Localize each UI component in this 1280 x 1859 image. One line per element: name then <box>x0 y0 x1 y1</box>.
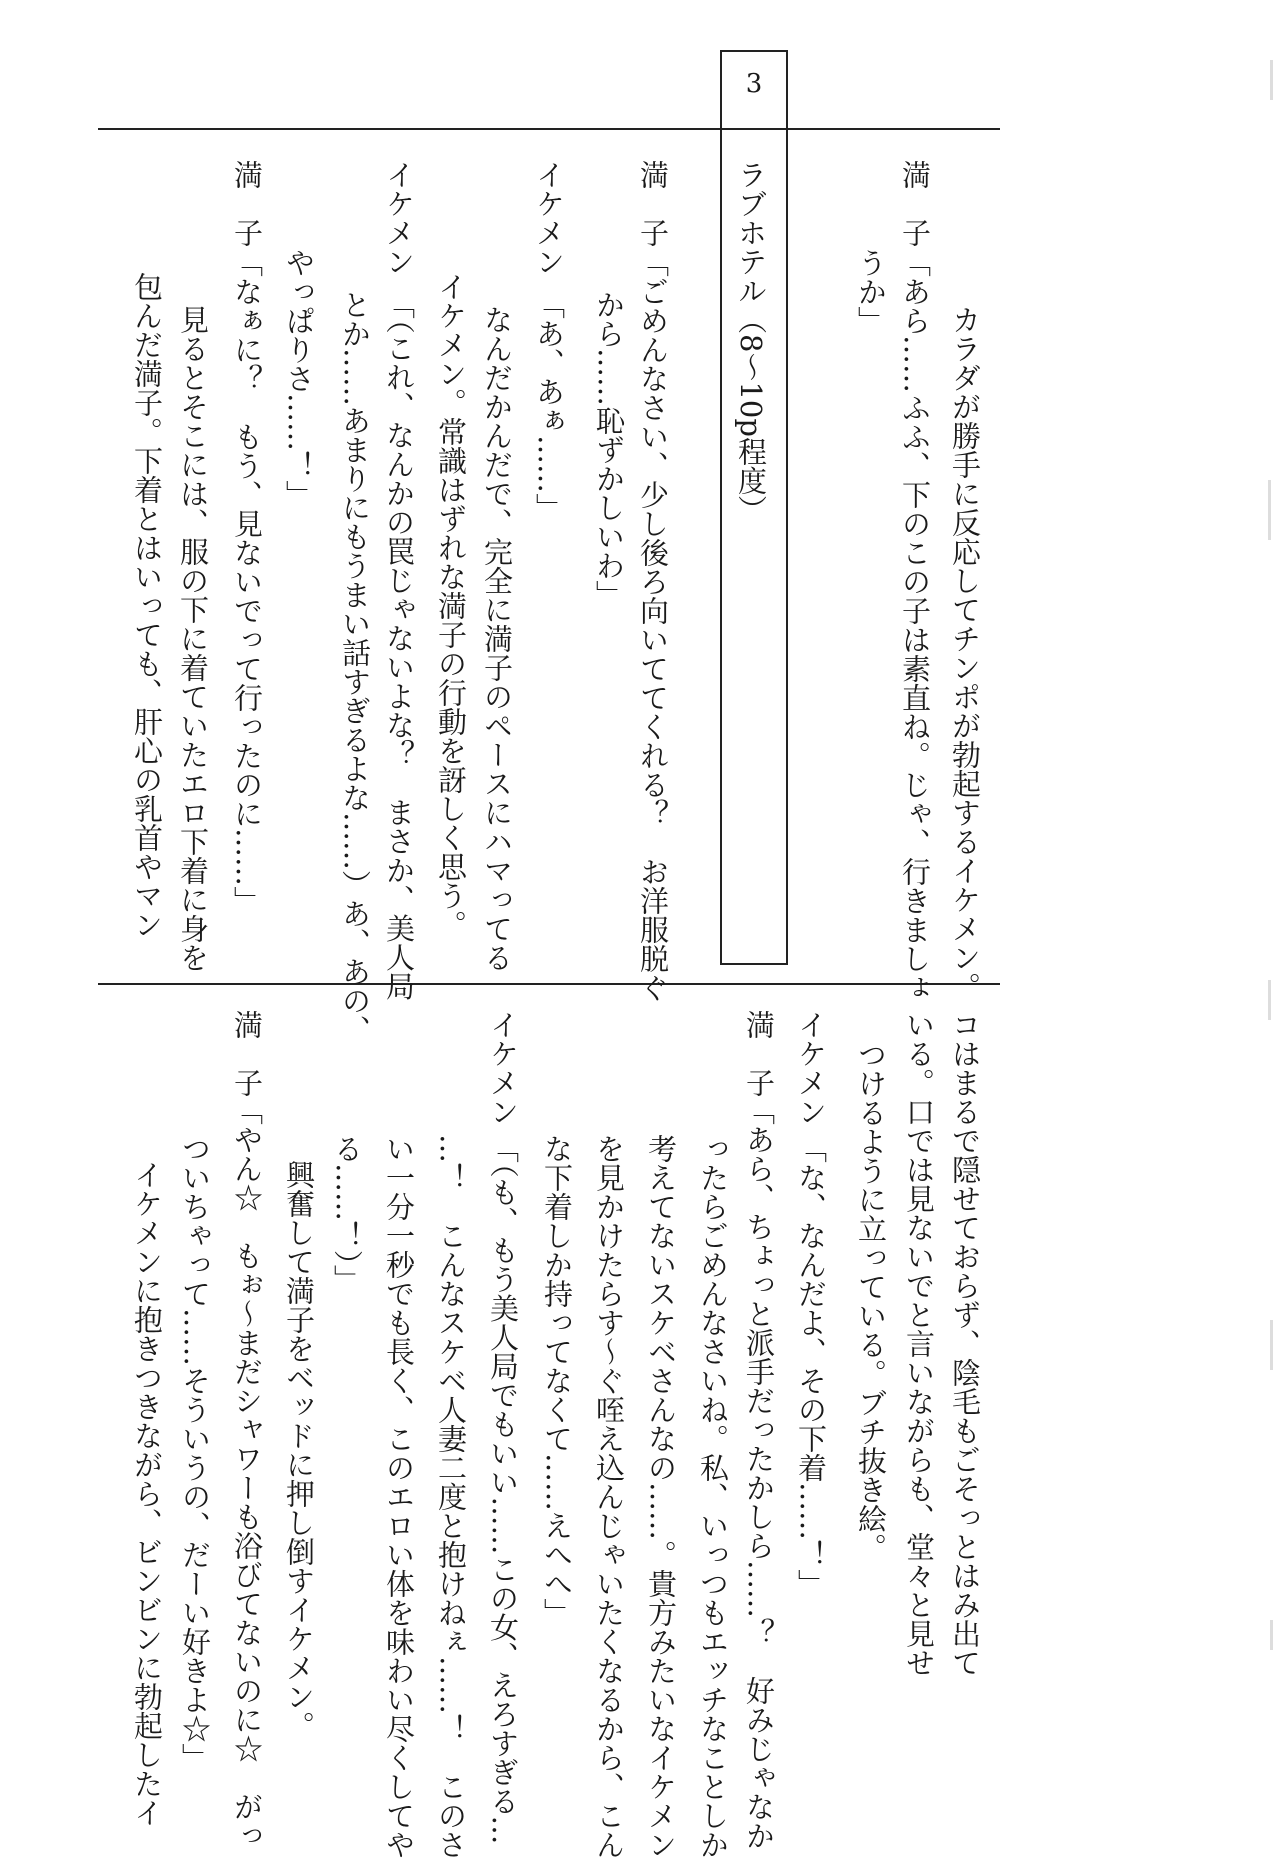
top-divider-line <box>98 128 1000 130</box>
bottom-line-1-text: 「な、なんだよ、その下着……！」 <box>794 1134 828 1598</box>
bottom-line-4-text-a: 「やん☆ もぉ〜まだシャワーも浴びてないのに☆ がっ <box>230 1096 264 1850</box>
top-narration-2b: イケメン。常識はずれな満子の行動を訝しく思う。 <box>434 272 468 939</box>
bottom-line-3-text-c: い一分一秒でも長く、このエロい体を味わい尽くしてや <box>382 1134 416 1859</box>
scan-edge-mark <box>1270 60 1273 100</box>
bottom-line-2-text-c: 考えてないスケベさんなの……。貴方みたいなイケメン <box>644 1134 678 1859</box>
bottom-narration-1b: いる。口では見ないでと言いながらも、堂々と見せ <box>902 1010 936 1677</box>
top-line-4-text-b: とか……あまりにもうまい話すぎるよな……）あ、あの、 <box>338 290 372 1044</box>
bottom-narration-2: 興奮して満子をベッドに押し倒すイケメン。 <box>282 1160 316 1740</box>
top-narration-1: カラダが勝手に反応してチンポが勃起するイケメン。 <box>948 305 982 1001</box>
top-line-3-text: 「あ、あぁ……」 <box>532 290 566 522</box>
bottom-line-4-speaker: 満 子 <box>230 1010 264 1097</box>
bottom-narration-1a: コはまるで隠せておらず、陰毛もごそっとはみ出て <box>948 1010 982 1677</box>
bottom-line-2-text-e: な下着しか持ってなくて……えへへ」 <box>540 1134 574 1627</box>
top-line-3-speaker: イケメン <box>532 160 566 276</box>
bottom-line-3-text-b: …！ こんなスケベ人妻二度と抱けねぇ……！ このさ <box>434 1134 468 1859</box>
bottom-divider-line <box>98 983 1000 985</box>
bottom-line-3-speaker: イケメン <box>486 1010 520 1126</box>
bottom-line-4-text-b: ついちゃって……そういうの、だーい好きよ☆」 <box>178 1134 212 1772</box>
bottom-narration-3: イケメンに抱きつきながら、ビンビンに勃起したイ <box>130 1160 164 1827</box>
bottom-line-3-text-d: る……！）」 <box>330 1134 364 1294</box>
page-box-bottom-line <box>720 963 788 965</box>
top-line-2-text-a: 「ごめんなさい、少し後ろ向いててくれる？ お洋服脱ぐ <box>636 248 670 1002</box>
bottom-line-1-speaker: イケメン <box>794 1010 828 1126</box>
scan-edge-mark <box>1268 480 1271 540</box>
scene-heading: ラブホテル（8〜10p程度） <box>734 160 768 524</box>
page-number: 3 <box>745 69 763 99</box>
top-line-1-text-a: 「あら……ふふ、下のこの子は素直ね。じゃ、行きましょ <box>898 248 932 1002</box>
bottom-line-3-text-a: 「（も、もう美人局でもいい……この女、えろすぎる… <box>486 1134 520 1845</box>
scan-edge-mark <box>1270 1620 1273 1650</box>
scan-edge-mark <box>1268 980 1271 1020</box>
top-line-1-speaker: 満 子 <box>898 160 932 247</box>
top-line-4-speaker: イケメン <box>382 160 416 276</box>
bottom-narration-1c: つけるように立っている。ブチ抜き絵。 <box>854 1040 888 1562</box>
top-narration-2a: なんだかんだで、完全に満子のペースにハマってる <box>480 305 514 972</box>
top-line-4-text-c: やっぱりさ……！」 <box>282 248 316 509</box>
scan-edge-mark <box>1270 1320 1273 1370</box>
top-line-5-speaker: 満 子 <box>230 160 264 247</box>
bottom-line-2-text-d: を見かけたらす〜ぐ咥え込んじゃいたくなるから、こん <box>592 1134 626 1859</box>
top-line-1-text-b: うか」 <box>854 248 888 335</box>
bottom-line-2-speaker: 満 子 <box>742 1010 776 1097</box>
top-line-2-text-b: から……恥ずかしいわ」 <box>592 290 626 609</box>
top-line-5-text: 「なぁに？ もう、見ないでって行ったのに……」 <box>230 248 264 915</box>
top-narration-3b: 包んだ満子。下着とはいっても、肝心の乳首やマン <box>130 272 164 939</box>
bottom-line-2-text-a: 「あら、ちょっと派手だったかしら……？ 好みじゃなか <box>742 1096 776 1850</box>
page-box-left-line <box>720 50 722 965</box>
top-line-2-speaker: 満 子 <box>636 160 670 247</box>
top-line-4-text-a: 「（これ、なんかの罠じゃないよな？ まさか、美人局 <box>382 290 416 1001</box>
top-narration-3a: 見るとそこには、服の下に着ていたエロ下着に身を <box>176 305 210 972</box>
bottom-line-2-text-b: ったらごめんなさいね。私、いっつもエッチなことしか <box>696 1134 730 1859</box>
page-box-right-line <box>786 50 788 965</box>
